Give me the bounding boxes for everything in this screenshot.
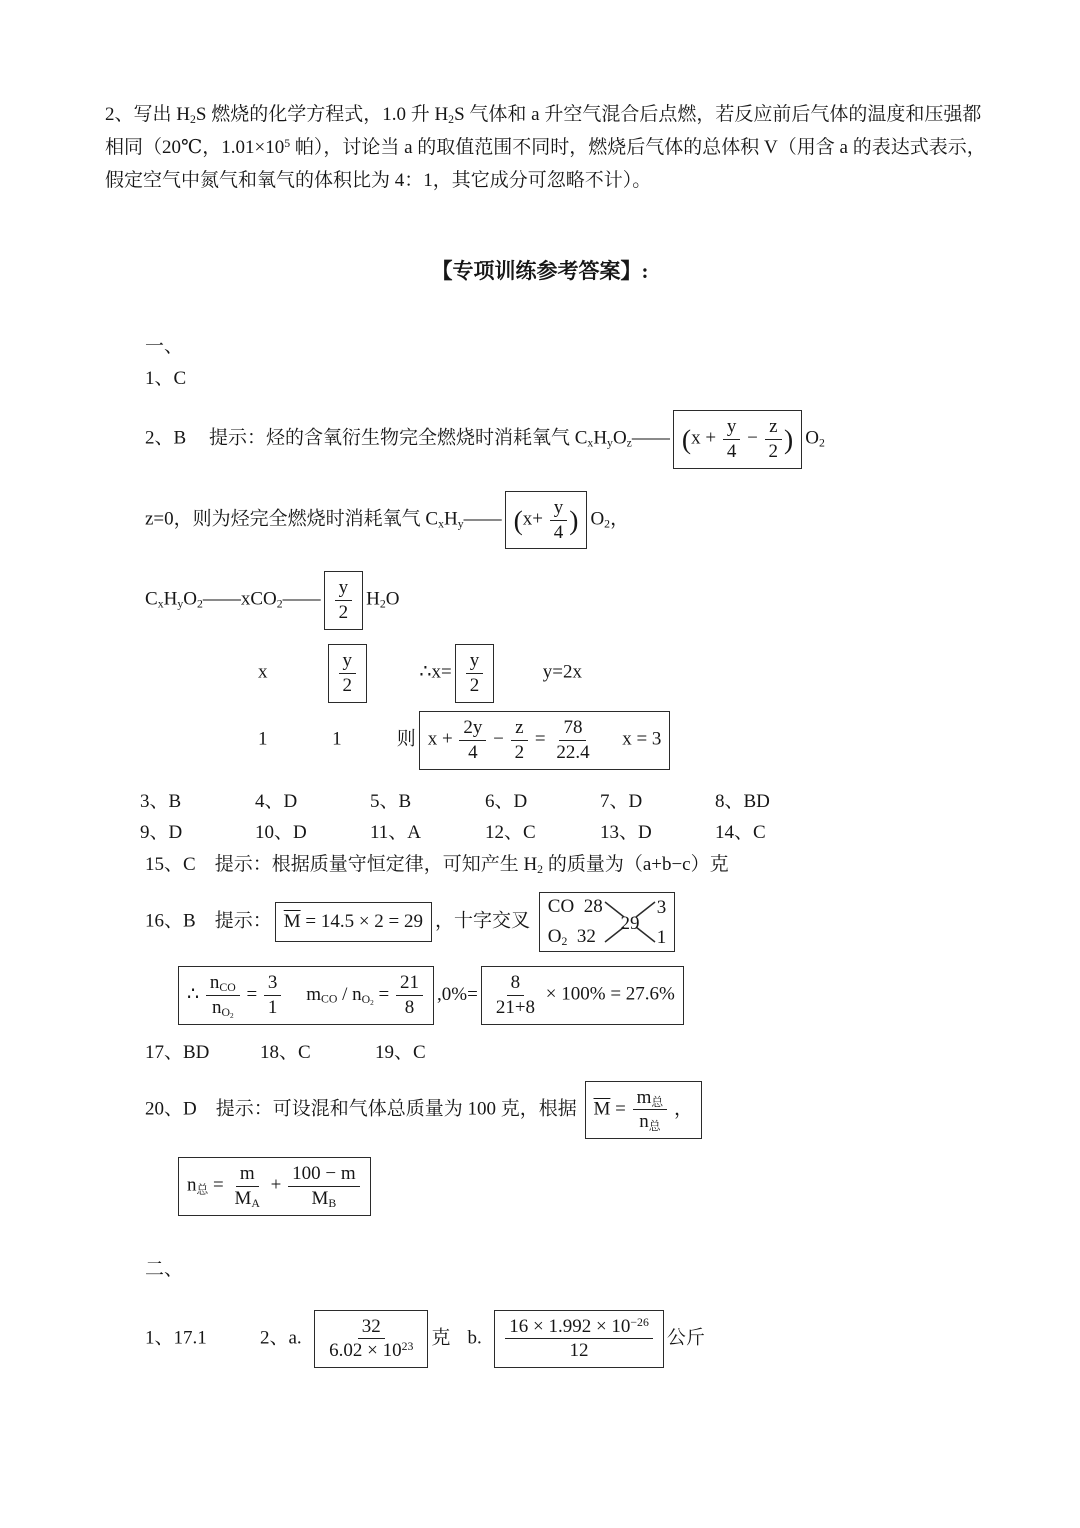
formula-box: $\frac{y}{2}$ — [324, 571, 364, 630]
answer-item: 10、D — [255, 822, 307, 844]
formula-box: $\frac{y}{2}$ — [328, 644, 368, 703]
answer-2-line-4: x $\frac{y}{2}$ ∴x= $\frac{y}{2}$ y=2x — [258, 644, 1080, 703]
answer-item: 19、C — [375, 1042, 426, 1064]
answer-item: 18、C — [260, 1042, 311, 1064]
answer-item: 17、BD — [145, 1042, 210, 1064]
answers-row-9-14 — [140, 819, 1080, 847]
answer-item: 13、D — [600, 822, 652, 844]
answer-20-line-2 — [175, 1157, 1080, 1216]
formula-box: ∴ $\frac{n_{CO}}{n_{O_2}}$ = $\frac{3}{1}$ $m_{CO} / n_{O_2}$ = $\frac{21}{8}$ — [178, 966, 434, 1025]
formula-box: $\overline{M} = 14.5 \times 2 = 29$ — [275, 902, 432, 942]
question-line-3: 假定空气中氮气和氧气的体积比为 4：1，其它成分可忽略不计）。 — [105, 170, 652, 191]
answer-1: 1、C — [145, 367, 187, 389]
answer-20-line-1: 20、D 提示：可设混和气体总质量为 100 克，根据 $\overline{M}$ = $\frac{m_总}{n_总}$ ， — [145, 1081, 1080, 1140]
answer-item: 9、D — [140, 822, 183, 844]
formula-box: $\frac{y}{2}$ — [455, 644, 495, 703]
answer-2-line-3: $C_xH_yO_2——xCO_2——$ $\frac{y}{2}$ $H_2O$ — [145, 571, 1080, 630]
formula-box: $\frac{16 \times 1.992 \times 10^{-26}}{12}$ — [494, 1310, 664, 1369]
answer-item: 3、B — [140, 790, 182, 812]
answers-row-3-8 — [140, 788, 1080, 816]
answer-16-line-1: 16、B 提示： $\overline{M} = 14.5 \times 2 = 29$ ，十字交叉 CO 28 $O_2$ 32 29 3 1 — [145, 892, 1080, 952]
formula-box: $\frac{8}{21+8}$ × 100% = 27.6% — [481, 966, 684, 1025]
answer-item: 4、D — [255, 790, 298, 812]
cross-multiplication-diagram: CO 28 $O_2$ 32 29 3 1 — [539, 892, 675, 952]
formula-box: $\frac{32}{6.02 \times 10^{23}}$ — [314, 1310, 428, 1369]
question-line-2: 相同（20℃，$1.01\times 10^5$ 帕），讨论当 a 的取值范围不同时，燃烧后气体的总体积 V（用含 a 的表达式表示， — [105, 137, 986, 158]
section-one-label: 一、 — [145, 336, 184, 357]
answers-heading: 【专项训练参考答案】: — [431, 259, 649, 283]
svg-text:29: 29 — [620, 913, 640, 935]
formula-box: (x + $\frac{y}{4}$ − $\frac{z}{2}$ ) — [673, 410, 802, 469]
formula-box: (x+ $\frac{y}{4}$ ) — [505, 491, 588, 550]
section-two-label: 二、 — [145, 1258, 184, 1280]
answers-row-17-19 — [145, 1039, 1080, 1067]
answer-16-line-2: ∴ $\frac{n_{CO}}{n_{O_2}}$ = $\frac{3}{1}$ $m_{CO} / n_{O_2}$ = $\frac{21}{8}$ ,0%= $\frac{8}{21+8}$ × 100% = 27.6% — [175, 966, 1080, 1025]
answer-item: 8、BD — [715, 790, 770, 812]
answer-item: 12、C — [485, 822, 536, 844]
formula-box: $n_总$ = $\frac{m}{M_A}$ + $\frac{100 - m}{M_B}$ — [178, 1157, 371, 1216]
answer-2-line-5: 1 1 则 x + $\frac{2y}{4}$ − $\frac{z}{2}$ = $\frac{78}{22.4}$ x = 3 — [258, 711, 1080, 770]
answer-2-line-2: z=0，则为烃完全燃烧时消耗氧气 $C_xH_y——$ (x+ $\frac{y}{4}$ ) $O_2$， — [145, 491, 1080, 550]
formula-box: x + $\frac{2y}{4}$ − $\frac{z}{2}$ = $\frac{78}{22.4}$ x = 3 — [419, 711, 671, 770]
answers-part-two-row: 1、17.1 2、a. $\frac{32}{6.02 \times 10^{23}}$ 克 b. $\frac{16 \times 1.992 \times 10^{-26}}{12}$ 公斤 — [145, 1310, 1080, 1369]
answer-item: 14、C — [715, 822, 766, 844]
answer-item: 7、D — [600, 790, 643, 812]
answer-item: 6、D — [485, 790, 528, 812]
answer-item: 11、A — [370, 822, 422, 844]
question-line-1: 2、写出 $H_2S$ 燃烧的化学方程式，1.0 升 $H_2S$ 气体和 a 升空气混合后点燃，若反应前后气体的温度和压强都 — [105, 104, 982, 126]
answer-item: 5、B — [370, 790, 412, 812]
formula-box: $\overline{M}$ = $\frac{m_总}{n_总}$ ， — [585, 1081, 702, 1140]
answer-15: 15、C 提示：根据质量守恒定律，可知产生 $H_2$ 的质量为（a+b−c）克 — [145, 853, 729, 876]
answer-2-line-1: 2、B 提示：烃的含氧衍生物完全燃烧时消耗氧气 $C_xH_yO_z——$ (x + $\frac{y}{4}$ − $\frac{z}{2}$ ) $O_2$ — [145, 410, 1080, 469]
